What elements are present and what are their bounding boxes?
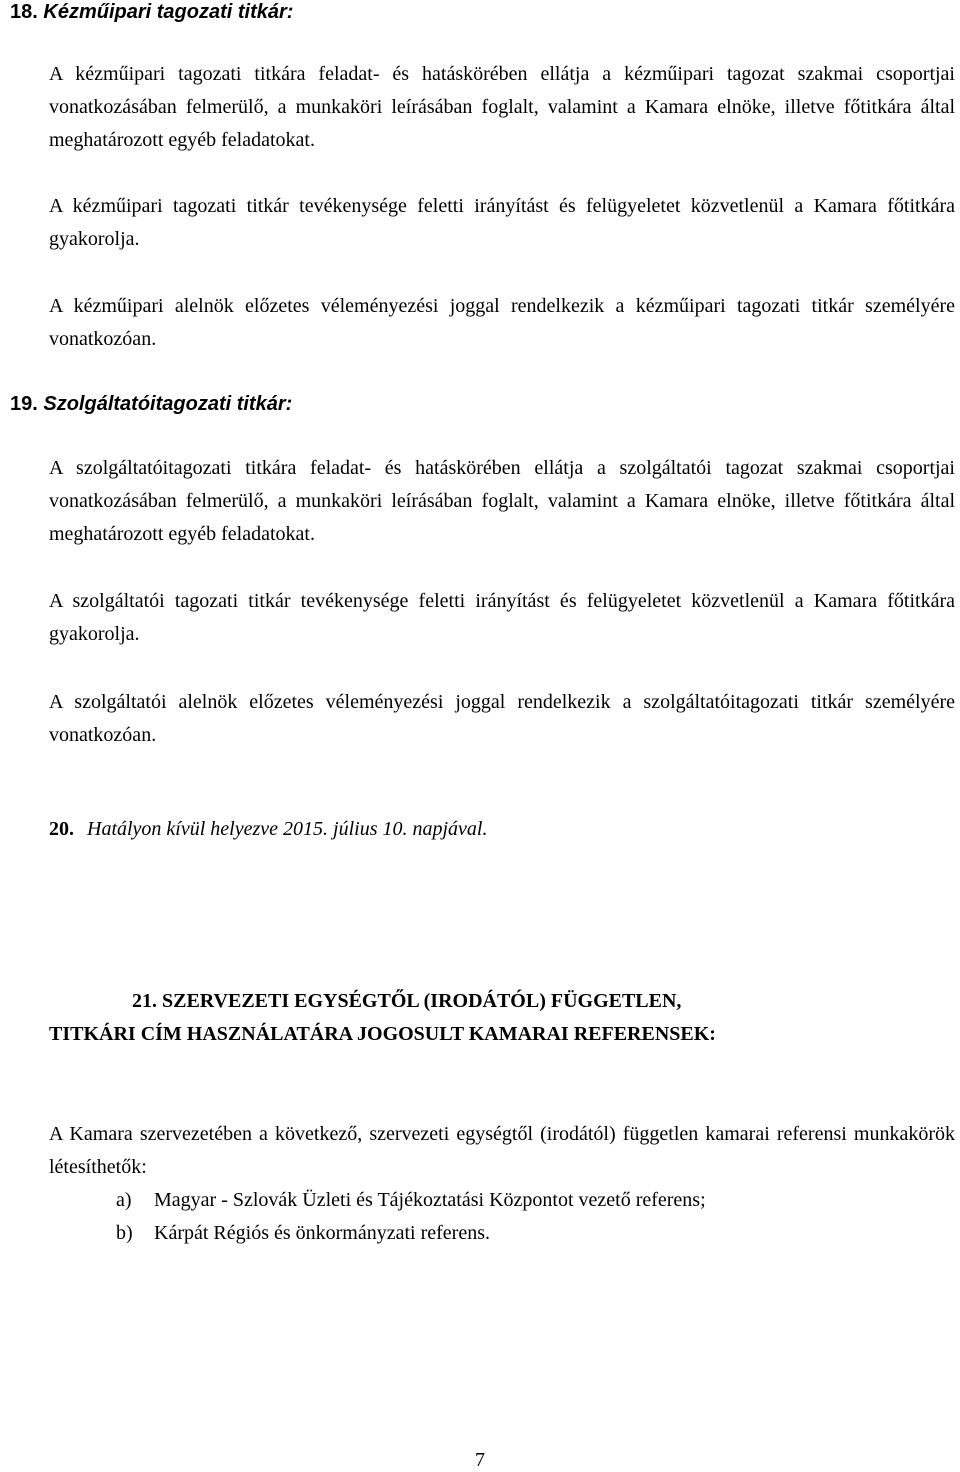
- section-19-heading: [10, 392, 916, 416]
- section-18-heading: [10, 0, 916, 24]
- section-21-intro: A Kamara szervezetében a következő, szervezeti egységtől (irodától) független kamarai referensi munkakörök létesíthetők:: [49, 1123, 955, 1178]
- section-21-heading-line-2: TITKÁRI CÍM HASZNÁLATÁRA JOGOSULT KAMARAI REFERENSEK:: [49, 1023, 716, 1045]
- list-item: [116, 1217, 946, 1250]
- section-19-paragraph-2: A szolgáltatói tagozati titkár tevékenysége feletti irányítást és felügyeletet közvetlenül a Kamara főtitkára gyakorolja.: [49, 590, 955, 645]
- section-19-title: Szolgáltatóitagozati titkár:: [43, 393, 293, 415]
- referens-list: [116, 1184, 946, 1250]
- list-item-marker: b): [116, 1222, 133, 1244]
- list-item-text: Magyar - Szlovák Üzleti és Tájékoztatási Központot vezető referens;: [154, 1189, 706, 1211]
- section-18-paragraph-2: A kézműipari tagozati titkár tevékenysége feletti irányítást és felügyeletet közvetlenül a Kamara főtitkára gyakorolja.: [49, 195, 955, 250]
- section-18-title: Kézműipari tagozati titkár:: [43, 1, 294, 23]
- section-18-paragraph-1: A kézműipari tagozati titkára feladat- és hatáskörében ellátja a kézműipari tagozat szakmai csoportjai vonatkozásában felmerülő, a munkaköri leírásában foglalt, valamint a Kamara elnöke, illetve főtitkára által meghatározott egyéb feladatokat.: [49, 63, 955, 151]
- section-19-number: 19.: [10, 393, 38, 415]
- section-18-number: 18.: [10, 1, 38, 23]
- section-19-paragraph-1: A szolgáltatóitagozati titkára feladat- és hatáskörében ellátja a szolgáltatói tagozat szakmai csoportjai vonatkozásában felmerülő, a munkaköri leírásában foglalt, valamint a Kamara elnöke, illetve főtitkára által meghatározott egyéb feladatokat.: [49, 457, 955, 545]
- list-item-marker: a): [116, 1189, 132, 1211]
- section-18-paragraph-3: A kézműipari alelnök előzetes véleményezési joggal rendelkezik a kézműipari tagozati titkár személyére vonatkozóan.: [49, 295, 955, 350]
- section-20-title: Hatályon kívül helyezve 2015. július 10. napjával.: [87, 818, 488, 840]
- section-20-heading: [49, 817, 955, 841]
- list-item: [116, 1184, 946, 1217]
- section-20-number: 20.: [49, 818, 74, 840]
- page-number: 7: [475, 1449, 485, 1471]
- section-21-heading-line-1: 21. SZERVEZETI EGYSÉGTŐL (IRODÁTÓL) FÜGGETLEN,: [132, 990, 682, 1012]
- section-19-paragraph-3: A szolgáltatói alelnök előzetes véleményezési joggal rendelkezik a szolgáltatóitagozati titkár személyére vonatkozóan.: [49, 691, 955, 746]
- list-item-text: Kárpát Régiós és önkormányzati referens.: [154, 1222, 490, 1244]
